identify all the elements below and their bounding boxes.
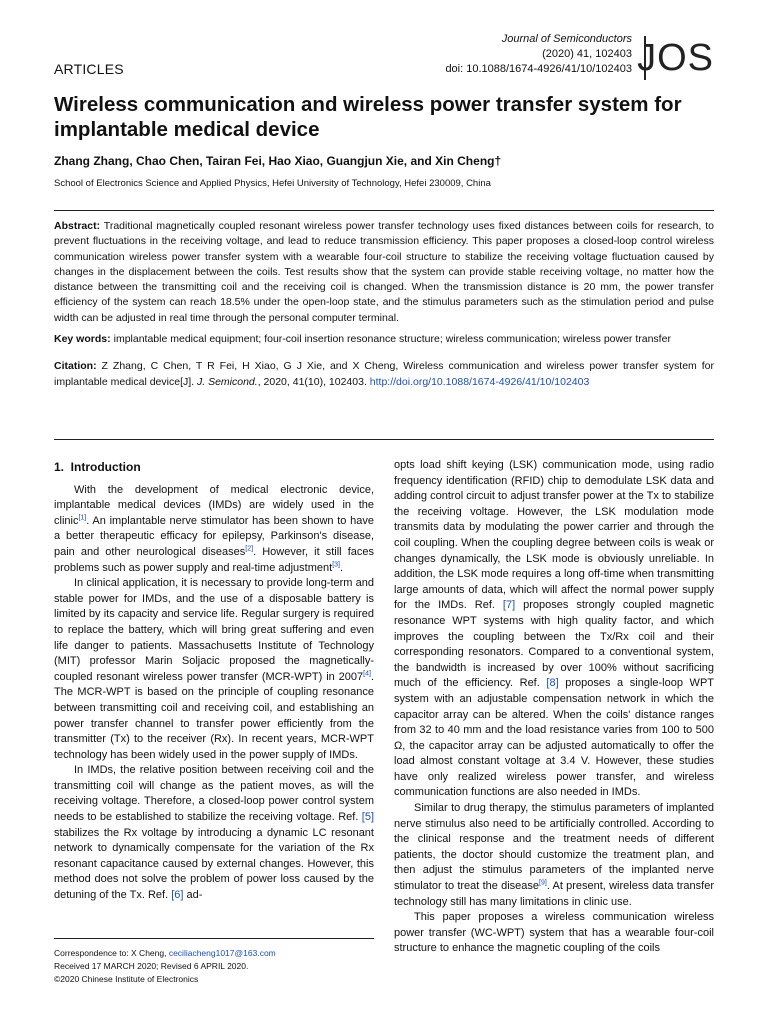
text: opts load shift keying (LSK) communication mode, using radio frequency identification (RFID) chip to demodulate LSK data and adding control circuit to adjust transfer power at the Tx to stabilize the receiving voltage. However, the LSK modulation mode transmits data by modulating the power carrier and through the coil coupling. When the coupling degree between coils is weak or changes dynamically, the LSK mode is obviously unreliable. In addition, the LSK mode requires a long off-time when transmitting large amounts of data, which will affect the normal power supply for the IMDs. Ref. bbox=[394, 459, 714, 612]
ref-link[interactable]: [6] bbox=[171, 889, 184, 902]
footnote bbox=[54, 938, 374, 986]
paragraph bbox=[394, 801, 714, 910]
text: proposes strongly coupled magnetic resonance WPT systems with high quality factor, and which improves the coupling between the Tx/Rx coil and their corresponding resonators. Compared to a conventional system, the bandwidth is increased by over 100% without sacrificing much of the efficiency. Ref. bbox=[394, 599, 714, 690]
citation-text: Z Zhang, C Chen, T R Fei, H Xiao, G J Xie, and X Cheng, Wireless communication and wireless power transfer system for implantable medical device[J]. bbox=[54, 360, 714, 388]
ref-link[interactable]: [5] bbox=[361, 811, 374, 824]
text: In clinical application, it is necessary to provide long-term and stable power for IMDs, and the use of a disposable battery is limited by its capacity and service life. Regular surgery is required to replace the battery, which will bring great suffering and even life danger to patients. Massachusetts Institute of Technology (MIT) professor Marin Soljacic proposed the magnetically-coupled resonant wireless power transfer (MCR-WPT) in 2007 bbox=[54, 577, 374, 683]
paragraph bbox=[54, 576, 374, 763]
keywords bbox=[54, 332, 714, 347]
text: Similar to drug therapy, the stimulus parameters of implanted nerve stimulus also need to be artificially controlled. According to the clinical response and the treatment needs of different patients, the doctor should customize the treatment plan, and then adjust the stimulus parameters of the implanted nerve stimulator to treat the disease bbox=[394, 802, 714, 893]
text: . An implantable nerve stimulator has been shown to have a better therapeutic efficacy for epilepsy, Parkinson's disease, pain and other neurological diseases bbox=[54, 514, 374, 558]
column-left bbox=[54, 458, 374, 904]
text: In IMDs, the relative position between receiving coil and the transmitting coil will change as the patient moves, as will the receiving voltage. Therefore, a closed-loop power control system needs to be established to stabilize the receiving voltage. Ref. bbox=[54, 764, 374, 824]
citation-label: Citation: bbox=[54, 360, 97, 373]
ref-link[interactable]: [9] bbox=[539, 879, 547, 887]
author-list: Zhang Zhang, Chao Chen, Tairan Fei, Hao Xiao, Guangjun Xie, and Xin Cheng† bbox=[54, 154, 502, 168]
column-right bbox=[394, 458, 714, 957]
correspondence bbox=[54, 947, 374, 960]
ref-link[interactable]: [7] bbox=[502, 599, 516, 612]
journal-volume: (2020) 41, 102403 bbox=[542, 48, 632, 60]
page-header bbox=[54, 30, 714, 84]
section-heading: 1. Introduction bbox=[54, 460, 141, 474]
text: . At present, wireless data transfer technology still has many limitations in clinic use. bbox=[394, 880, 714, 908]
citation-text-end: , 2020, 41(10), 102403. bbox=[257, 375, 370, 388]
email-link[interactable]: ceciliacheng1017@163.com bbox=[168, 948, 276, 958]
ref-link[interactable]: [3] bbox=[332, 560, 340, 568]
affiliation: School of Electronics Science and Applied Physics, Hefei University of Technology, Hefei 230009, China bbox=[54, 178, 491, 189]
ref-link[interactable]: [8] bbox=[546, 677, 559, 690]
journal-name: Journal of Semiconductors bbox=[501, 33, 632, 45]
citation-journal: J. Semicond. bbox=[197, 375, 258, 388]
keywords-text: implantable medical equipment; four-coil insertion resonance structure; wireless communication; wireless power transfer bbox=[113, 333, 671, 346]
paragraph bbox=[394, 458, 714, 801]
abstract-label: Abstract: bbox=[54, 220, 101, 232]
text: ad- bbox=[183, 889, 203, 902]
ref-link[interactable]: [1] bbox=[78, 514, 87, 522]
doi-link[interactable]: http://doi.org/10.1088/1674-4926/41/10/102403 bbox=[369, 375, 590, 388]
journal-info bbox=[445, 32, 632, 77]
ref-link[interactable]: [4] bbox=[363, 670, 371, 678]
keywords-label: Key words: bbox=[54, 333, 111, 346]
abstract bbox=[54, 219, 714, 326]
text: Correspondence to: X Cheng, bbox=[54, 948, 169, 958]
text: . bbox=[340, 561, 344, 574]
copyright: ©2020 Chinese Institute of Electronics bbox=[54, 974, 199, 984]
paragraph bbox=[54, 763, 374, 903]
ref-link[interactable]: [2] bbox=[245, 545, 254, 553]
text: . However, it still faces problems such as power supply and real-time adjustment bbox=[54, 545, 374, 574]
section-label: ARTICLES bbox=[54, 61, 124, 77]
paper-title: Wireless communication and wireless power transfer system for implantable medical device bbox=[54, 93, 682, 141]
paragraph bbox=[54, 483, 374, 577]
abstract-text: Traditional magnetically coupled resonant wireless power transfer technology uses fixed distances between coils for research, to prevent fluctuations in the receiving voltage, and lead to reduce transmission efficiency. This paper proposes a closed-loop control wireless communication wireless power transfer system with a wearable four-coil structure to stabilize the receiving voltage fluctuation caused by changes in the displacement between the coils. Test results show that the system can provide stable receiving voltage, no matter how the distance between the transmitting coil and the receiving coil is changed. When the transmission distance is 20 mm, the power transfer efficiency of the system can reach 18.5% under the open-loop state, and the stimulus parameters such as the stimulation period and pulse width can be adjusted in real time through the personal computer terminal. bbox=[54, 220, 714, 324]
abstract-block bbox=[54, 210, 714, 390]
divider bbox=[54, 439, 714, 440]
text: With the development of medical electronic device, implantable medical devices (IMDs) are widely used in the clinic bbox=[54, 483, 374, 527]
text: proposes a single-loop WPT system with an adjustable compensation network in which the capacitor array can be altered. When the coils' distance ranges from 32 to 40 mm and the load resistance varies from 100 to 500 Ω, the capacitor array can be adjusted automatically to offer the load almost constant voltage at 3.4 V. However, these studies have only realized wireless power transfer, and wireless communication functions are also needed in IMDs. bbox=[394, 677, 714, 799]
citation bbox=[54, 359, 714, 390]
text: stabilizes the Rx voltage by introducing a dynamic LC resonant network to dynamically compensate for the variation of the Rx resonant capacitance caused by external changes. However, this method does not solve the problem of power loss caused by the detuning of the Tx. Ref. bbox=[54, 826, 374, 902]
jos-logo: JOS bbox=[637, 37, 714, 79]
journal-doi: doi: 10.1088/1674-4926/41/10/102403 bbox=[445, 63, 632, 75]
received-dates: Received 17 MARCH 2020; Revised 6 APRIL 2020. bbox=[54, 961, 249, 971]
paragraph bbox=[394, 910, 714, 957]
text: This paper proposes a wireless communication wireless power transfer (WC-WPT) system that has a wearable four-coil structure to enhance the magnetic coupling of the coils bbox=[394, 911, 714, 955]
text: . The MCR-WPT is based on the principle of coupling resonance between transmitting coil and receiving coil, and establishing an power transfer channel to transfer power efficiently from the transmitter (Tx) to the receiver (Rx). In recent years, MCR-WPT technology has been widely used in the power supply of IMDs. bbox=[54, 670, 374, 761]
